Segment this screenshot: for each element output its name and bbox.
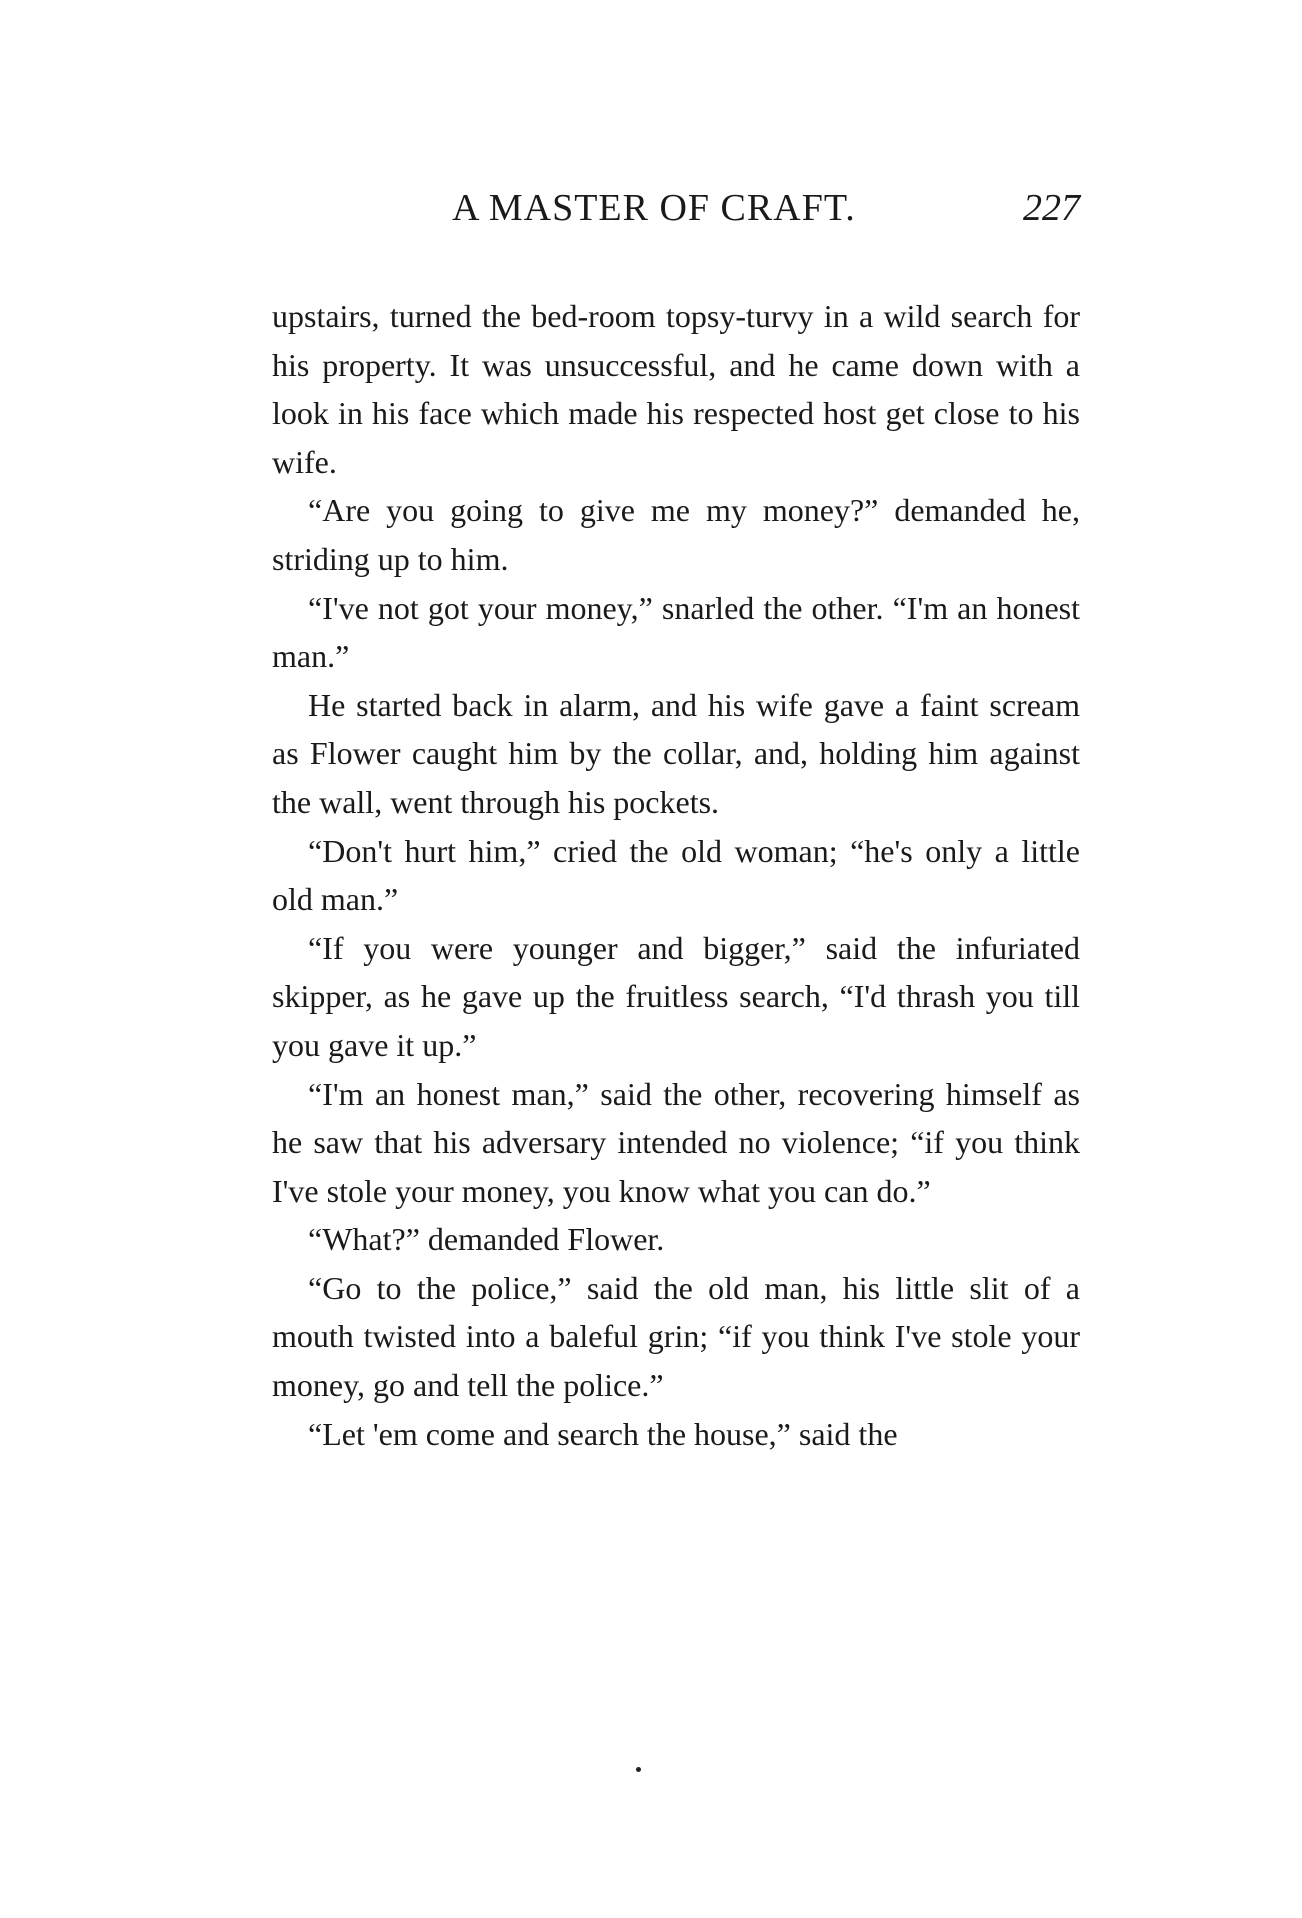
paragraph-7: “I'm an honest man,” said the other, recovering himself as he saw that his adversary intended no violence; “if you think I've stole your money, you know what you can do.” xyxy=(272,1075,1080,1209)
paragraph-4: He started back in alarm, and his wife gave a faint scream as Flower caught him by the collar, and, holding him against the wall, went through his pockets. xyxy=(272,686,1080,820)
body-text xyxy=(272,292,1080,1458)
running-header xyxy=(270,180,1080,240)
paragraph-6: “If you were younger and bigger,” said the infuriated skipper, as he gave up the fruitless search, “I'd thrash you till you gave it up.” xyxy=(272,929,1080,1063)
paragraph-9: “Go to the police,” said the old man, his little slit of a mouth twisted into a baleful grin; “if you think I've stole your money, go and tell the police.” xyxy=(272,1269,1080,1404)
paragraph-8: “What?” demanded Flower. xyxy=(308,1221,665,1258)
paragraph-3: “I've not got your money,” snarled the other. “I'm an honest man.” xyxy=(272,589,1080,675)
paragraph-2: “Are you going to give me my money?” demanded he, striding up to him. xyxy=(272,492,1080,577)
running-title: A MASTER OF CRAFT. xyxy=(452,187,856,229)
page-number: 227 xyxy=(1023,187,1080,229)
paragraph-1: upstairs, turned the bed-room topsy-turvy in a wild search for his property. It was unsuccessful, and he came down with a look in his face which made his respected host get close to his wife. xyxy=(272,298,1080,480)
print-speck xyxy=(636,1767,641,1772)
paragraph-5: “Don't hurt him,” cried the old woman; “he's only a little old man.” xyxy=(272,832,1080,918)
paragraph-10: “Let 'em come and search the house,” said the xyxy=(308,1415,898,1452)
